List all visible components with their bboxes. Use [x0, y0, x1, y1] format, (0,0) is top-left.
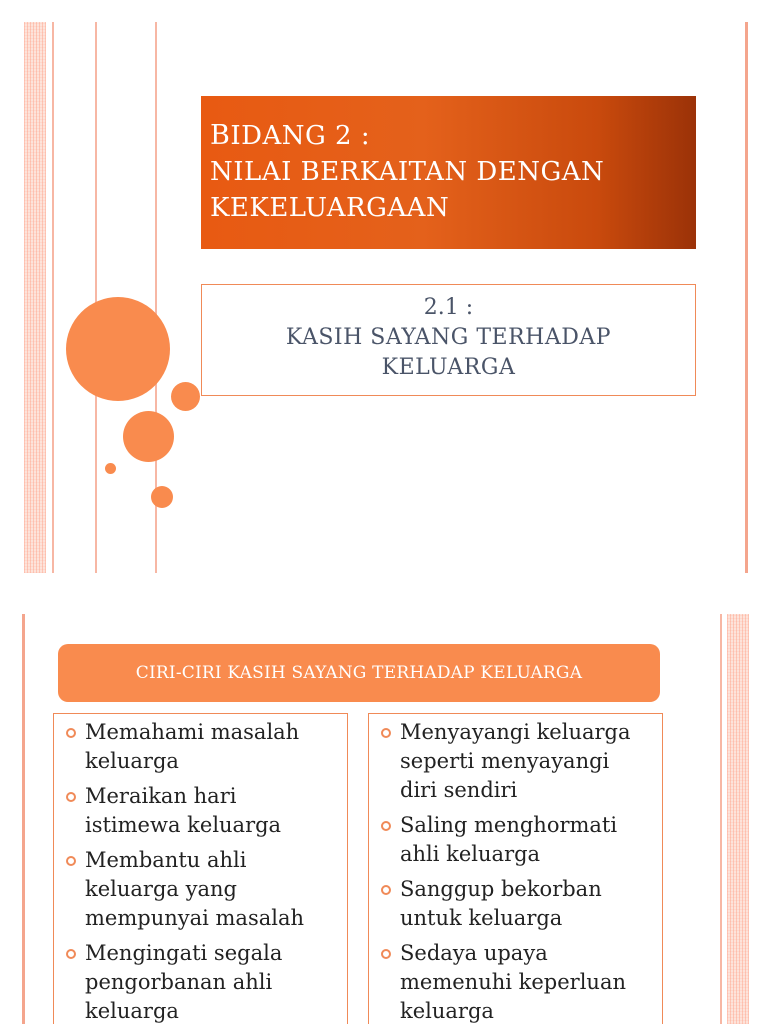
list-item: [54, 782, 347, 840]
subtitle-number: 2.1 :: [423, 295, 474, 320]
list-item: [369, 875, 662, 933]
list-item: [54, 718, 347, 776]
left-bullet-list: [54, 714, 347, 1024]
list-item-text: Membantu ahli: [85, 848, 247, 872]
slide-2: [0, 614, 768, 1024]
list-item-text: Sedaya upaya: [400, 941, 548, 965]
right-bullet-list: [369, 714, 662, 1024]
right-column: [368, 713, 663, 1024]
list-item-text: Saling menghormati: [400, 813, 618, 837]
circle-bullet-icon: [66, 856, 76, 866]
list-item-text: Memahami masalah: [85, 720, 300, 744]
circle-bullet-icon: [381, 885, 391, 895]
list-item: [369, 718, 662, 805]
list-item-text: mempunyai masalah: [85, 906, 305, 930]
list-item: [369, 939, 662, 1024]
decorative-stripe-band: [24, 22, 46, 573]
decorative-stripe-band: [727, 614, 749, 1024]
list-item-text: Menyayangi keluarga: [400, 720, 631, 744]
subtitle-line-2: KELUARGA: [381, 355, 516, 380]
title-initial: B: [210, 120, 231, 151]
decorative-line: [52, 22, 54, 573]
title-box: [201, 96, 696, 249]
decorative-circle-small: [151, 486, 173, 508]
circle-bullet-icon: [66, 949, 76, 959]
circle-bullet-icon: [66, 728, 76, 738]
list-item: [54, 939, 347, 1024]
list-item-text: diri sendiri: [400, 778, 518, 802]
list-item-text: Mengingati segala: [85, 941, 283, 965]
list-item-text: keluarga: [400, 999, 494, 1023]
list-item-text: pengorbanan ahli: [85, 970, 273, 994]
decorative-circle-tiny: [105, 463, 116, 474]
list-item-text: keluarga yang: [85, 877, 237, 901]
list-item-text: Sanggup bekorban: [400, 877, 602, 901]
slide-title-line-2: NILAI BERKAITAN DENGAN: [210, 157, 605, 187]
decorative-edge-line: [745, 22, 748, 573]
circle-bullet-icon: [381, 949, 391, 959]
circle-bullet-icon: [66, 792, 76, 802]
slide-title-line-1: [210, 118, 688, 154]
list-item-text: keluarga: [85, 749, 179, 773]
list-item-text: memenuhi keperluan: [400, 970, 626, 994]
list-item: [54, 846, 347, 933]
section-heading: CIRI-CIRI KASIH SAYANG TERHADAP KELUARGA: [58, 644, 660, 702]
subtitle-line-1: KASIH SAYANG TERHADAP: [285, 325, 612, 350]
slide-title-line-3: KEKELUARGAAN: [210, 193, 450, 223]
list-item-text: istimewa keluarga: [85, 813, 282, 837]
subtitle-box: [201, 284, 696, 396]
list-item-text: seperti menyayangi: [400, 749, 610, 773]
circle-bullet-icon: [381, 728, 391, 738]
decorative-line: [720, 614, 722, 1024]
decorative-edge-line: [22, 614, 25, 1024]
list-item-text: Meraikan hari: [85, 784, 237, 808]
list-item-text: untuk keluarga: [400, 906, 563, 930]
left-column: [53, 713, 348, 1024]
decorative-circle-small: [171, 382, 200, 411]
decorative-line: [95, 22, 97, 573]
decorative-circle-large: [66, 297, 170, 401]
title-rest: IDANG 2 :: [230, 121, 371, 151]
list-item-text: ahli keluarga: [400, 842, 541, 866]
decorative-circle-medium: [123, 411, 174, 462]
list-item-text: keluarga: [85, 999, 179, 1023]
list-item: [369, 811, 662, 869]
circle-bullet-icon: [381, 821, 391, 831]
